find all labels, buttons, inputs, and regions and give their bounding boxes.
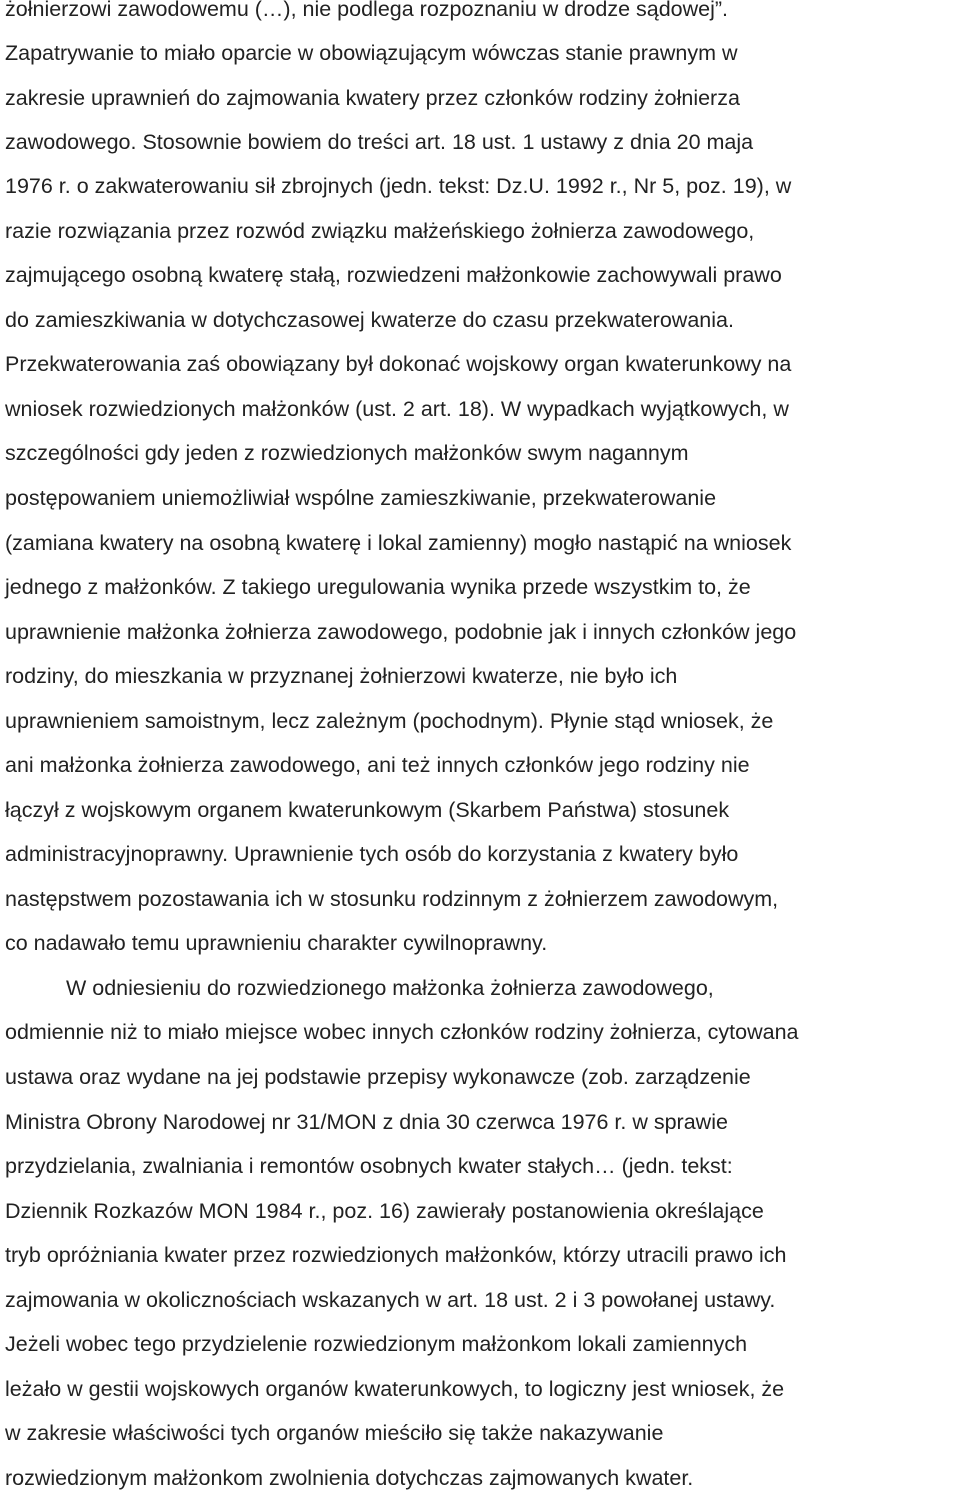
- text-line: zajmującego osobną kwaterę stałą, rozwiedzeni małżonkowie zachowywali prawo: [5, 263, 782, 287]
- text-line: 1976 r. o zakwaterowaniu sił zbrojnych (jedn. tekst: Dz.U. 1992 r., Nr 5, poz. 19), w: [5, 174, 792, 198]
- text-line: rodziny, do mieszkania w przyznanej żołnierzowi kwaterze, nie było ich: [5, 664, 678, 688]
- text-line: uprawnieniem samoistnym, lecz zależnym (pochodnym). Płynie stąd wniosek, że: [5, 709, 774, 733]
- text-line: łączył z wojskowym organem kwaterunkowym (Skarbem Państwa) stosunek: [5, 798, 730, 822]
- text-line: zajmowania w okolicznościach wskazanych w art. 18 ust. 2 i 3 powołanej ustawy.: [5, 1288, 776, 1312]
- text-line: jednego z małżonków. Z takiego uregulowania wynika przede wszystkim to, że: [5, 575, 751, 599]
- text-line: Dziennik Rozkazów MON 1984 r., poz. 16) zawierały postanowienia określające: [5, 1199, 764, 1223]
- text-line: Jeżeli wobec tego przydzielenie rozwiedzionym małżonkom lokali zamiennych: [5, 1332, 748, 1356]
- text-line: przydzielania, zwalniania i remontów osobnych kwater stałych… (jedn. tekst:: [5, 1154, 733, 1178]
- text-line: wniosek rozwiedzionych małżonków (ust. 2 art. 18). W wypadkach wyjątkowych, w: [5, 397, 789, 421]
- text-line: (zamiana kwatery na osobną kwaterę i lokal zamienny) mogło nastąpić na wniosek: [5, 531, 792, 555]
- text-line: żołnierzowi zawodowemu (…), nie podlega rozpoznaniu w drodze sądowej”.: [5, 0, 729, 21]
- text-line: administracyjnoprawny. Uprawnienie tych osób do korzystania z kwatery było: [5, 842, 739, 866]
- text-line: do zamieszkiwania w dotychczasowej kwaterze do czasu przekwaterowania.: [5, 308, 734, 332]
- text-line: tryb opróżniania kwater przez rozwiedzionych małżonków, którzy utracili prawo ich: [5, 1243, 787, 1267]
- paragraph-first-line: W odniesieniu do rozwiedzionego małżonka żołnierza zawodowego,: [66, 976, 714, 1000]
- text-line: leżało w gestii wojskowych organów kwaterunkowych, to logiczny jest wniosek, że: [5, 1377, 785, 1401]
- text-line: Przekwaterowania zaś obowiązany był dokonać wojskowy organ kwaterunkowy na: [5, 352, 792, 376]
- text-line: postępowaniem uniemożliwiał wspólne zamieszkiwanie, przekwaterowanie: [5, 486, 717, 510]
- text-line: razie rozwiązania przez rozwód związku małżeńskiego żołnierza zawodowego,: [5, 219, 755, 243]
- text-line: zawodowego. Stosownie bowiem do treści art. 18 ust. 1 ustawy z dnia 20 maja: [5, 130, 754, 154]
- text-line: następstwem pozostawania ich w stosunku rodzinnym z żołnierzem zawodowym,: [5, 887, 779, 911]
- text-line: zakresie uprawnień do zajmowania kwatery przez członków rodziny żołnierza: [5, 86, 740, 110]
- text-line: uprawnienie małżonka żołnierza zawodowego, podobnie jak i innych członków jego: [5, 620, 797, 644]
- text-line: w zakresie właściwości tych organów mieściło się także nakazywanie: [5, 1421, 664, 1445]
- text-line: Zapatrywanie to miało oparcie w obowiązującym wówczas stanie prawnym w: [5, 41, 738, 65]
- text-line: odmiennie niż to miało miejsce wobec innych członków rodziny żołnierza, cytowana: [5, 1020, 799, 1044]
- text-line: ani małżonka żołnierza zawodowego, ani też innych członków jego rodziny nie: [5, 753, 750, 777]
- text-line: szczególności gdy jeden z rozwiedzionych małżonków swym nagannym: [5, 441, 689, 465]
- text-line: co nadawało temu uprawnieniu charakter cywilnoprawny.: [5, 931, 548, 955]
- text-line: ustawa oraz wydane na jej podstawie przepisy wykonawcze (zob. zarządzenie: [5, 1065, 751, 1089]
- text-line: Ministra Obrony Narodowej nr 31/MON z dnia 30 czerwca 1976 r. w sprawie: [5, 1110, 728, 1134]
- text-line: rozwiedzionym małżonkom zwolnienia dotychczas zajmowanych kwater.: [5, 1466, 694, 1490]
